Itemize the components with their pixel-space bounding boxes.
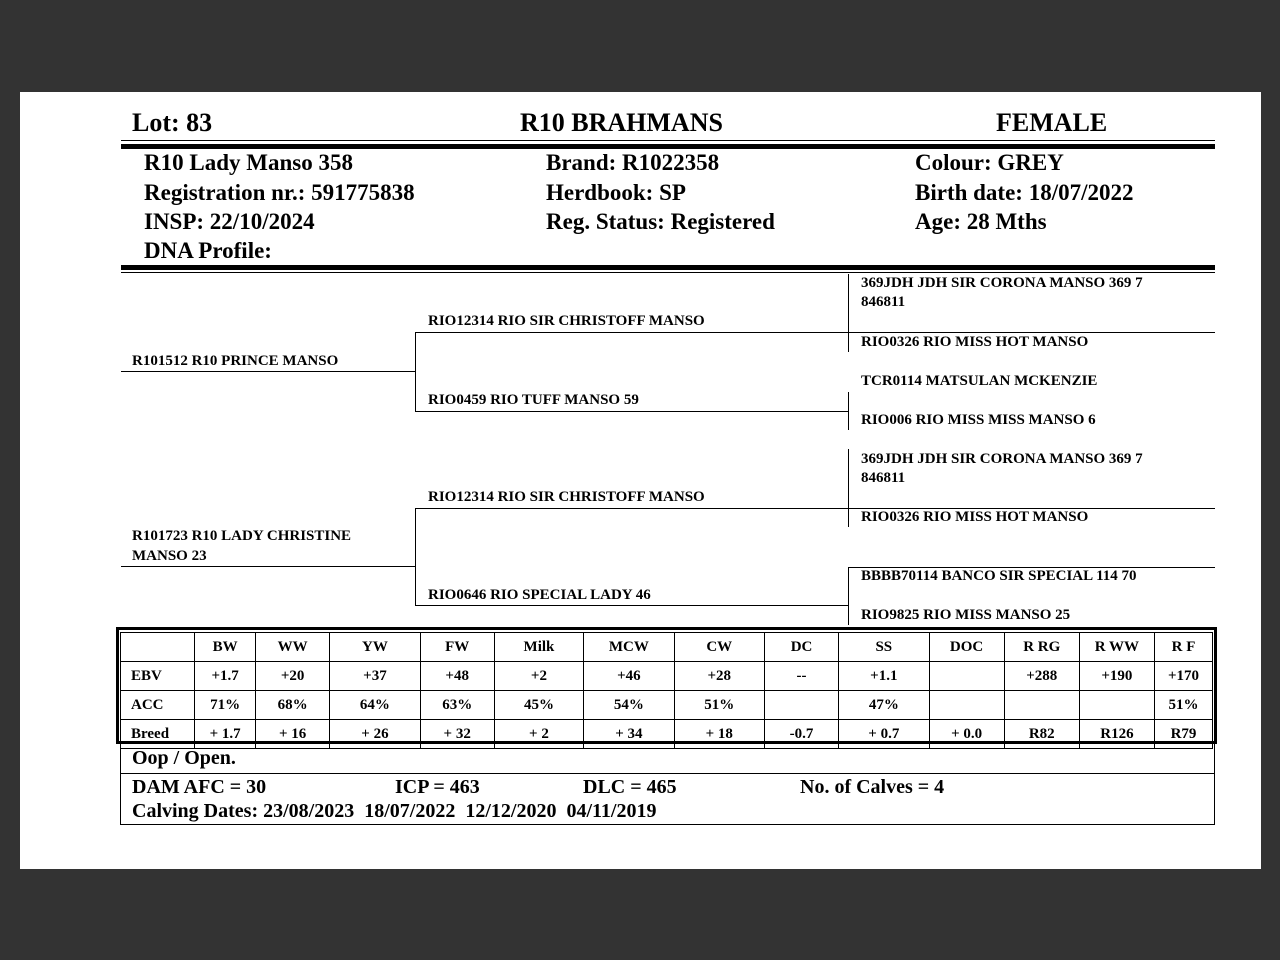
ebv-header-row [121,633,1213,662]
acc-cell: 63% [420,691,494,720]
breed-cell: R79 [1154,720,1212,749]
acc-cell [764,691,838,720]
sss-line [848,332,1215,333]
sire-dam: RIO0459 RIO TUFF MANSO 59 [428,392,639,408]
ebv-cell: +288 [1004,662,1079,691]
dam-line [121,566,416,567]
ebv-header-cell: Milk [494,633,583,662]
acc-cell: 51% [674,691,764,720]
ebv-header-cell: SS [839,633,929,662]
dlc: DLC = 465 [583,776,677,798]
ebv-cell [929,662,1004,691]
acc-row [121,691,1213,720]
ebv-header-cell: R WW [1079,633,1154,662]
ebv-cell: +28 [674,662,764,691]
ebv-header-cell: YW [330,633,420,662]
icp: ICP = 463 [395,776,480,798]
acc-cell: 71% [195,691,256,720]
ebv-row [121,662,1213,691]
ebv-cell: +2 [494,662,583,691]
header-divider-thick [121,144,1215,149]
sdd-name: RIO006 RIO MISS MISS MANSO 6 [861,412,1096,428]
breed-cell: + 0.0 [929,720,1004,749]
dam-bracket [415,508,416,606]
ss-bracket [848,274,849,352]
ds-bracket [848,449,849,527]
sex-label: FEMALE [996,108,1108,137]
ebv-cell: +48 [420,662,494,691]
sire-bracket [415,332,416,412]
info-divider-thick [121,265,1215,270]
ebv-header-cell: CW [674,633,764,662]
breed-cell: + 18 [674,720,764,749]
lot-card [20,92,1261,869]
acc-cell: 54% [584,691,674,720]
ebv-cell: +20 [256,662,330,691]
dd-line [415,605,849,606]
registration-status: Reg. Status: Registered [546,209,775,234]
ebv-header-cell: WW [256,633,330,662]
acc-cell: 68% [256,691,330,720]
breed-cell: + 34 [584,720,674,749]
dsd-name: RIO0326 RIO MISS HOT MANSO [861,509,1089,525]
acc-cell [929,691,1004,720]
sd-line [415,411,849,412]
age: Age: 28 Mths [915,209,1047,234]
acc-cell: 51% [1154,691,1212,720]
ssd-name: RIO0326 RIO MISS HOT MANSO [861,334,1089,350]
ebv-header-cell: DC [764,633,838,662]
sire-line [121,371,416,372]
ebv-header-cell [121,633,195,662]
ebv-cell: +190 [1079,662,1154,691]
dam-dam: RIO0646 RIO SPECIAL LADY 46 [428,587,651,603]
sss-name-line1: 369JDH JDH SIR CORONA MANSO 369 7 [861,275,1143,291]
sss-name-line2: 846811 [861,294,906,310]
pregnancy-status: Oop / Open. [132,747,236,769]
birth-date: Birth date: 18/07/2022 [915,180,1134,205]
breed-cell: + 32 [420,720,494,749]
dd-bracket [848,567,849,625]
ebv-cell: +1.7 [195,662,256,691]
breed-cell: R126 [1079,720,1154,749]
inspection-date: INSP: 22/10/2024 [144,209,315,234]
breeder-name: R10 BRAHMANS [520,108,723,137]
acc-cell [1004,691,1079,720]
dam-name-line2: MANSO 23 [132,548,207,564]
header-divider-thin [121,140,1215,141]
sds-name: TCR0114 MATSULAN MCKENZIE [861,373,1098,389]
animal-name: R10 Lady Manso 358 [144,150,353,175]
breed-cell: + 0.7 [839,720,929,749]
breed-cell: R82 [1004,720,1079,749]
ds-line [415,508,849,509]
ebv-cell: +46 [584,662,674,691]
dds-name: BBBB70114 BANCO SIR SPECIAL 114 70 [861,568,1137,584]
dam-afc: DAM AFC = 30 [132,776,267,798]
breed-row-label: Breed [121,720,195,749]
info-divider-thin [121,272,1215,273]
ebv-header-cell: BW [195,633,256,662]
herdbook: Herdbook: SP [546,180,686,205]
breed-cell: -0.7 [764,720,838,749]
ebv-header-cell: R RG [1004,633,1079,662]
breed-cell: + 2 [494,720,583,749]
ebv-cell: +1.1 [839,662,929,691]
acc-row-label: ACC [121,691,195,720]
ebv-header-cell: FW [420,633,494,662]
ebv-header-cell: DOC [929,633,1004,662]
sire-sire: RIO12314 RIO SIR CHRISTOFF MANSO [428,313,705,329]
dam-sire: RIO12314 RIO SIR CHRISTOFF MANSO [428,489,705,505]
ebv-cell: +37 [330,662,420,691]
acc-cell [1079,691,1154,720]
sd-bracket [848,392,849,430]
breed-cell: + 16 [256,720,330,749]
ss-line [415,332,849,333]
dss-name-line1: 369JDH JDH SIR CORONA MANSO 369 7 [861,451,1143,467]
acc-cell: 45% [494,691,583,720]
breed-cell: + 1.7 [195,720,256,749]
dna-profile: DNA Profile: [144,238,272,263]
breed-cell: + 26 [330,720,420,749]
dss-name-line2: 846811 [861,470,906,486]
ebv-header-cell: R F [1154,633,1212,662]
ebv-cell: -- [764,662,838,691]
acc-cell: 47% [839,691,929,720]
ebv-table [120,632,1213,749]
ebv-cell: +170 [1154,662,1212,691]
acc-cell: 64% [330,691,420,720]
ebv-header-cell: MCW [584,633,674,662]
dam-name-line1: R101723 R10 LADY CHRISTINE [132,528,352,544]
lot-number: Lot: 83 [132,108,213,137]
calving-dates: Calving Dates: 23/08/2023 18/07/2022 12/12/2020 04/11/2019 [132,800,657,822]
brand: Brand: R1022358 [546,150,720,175]
ebv-row-label: EBV [121,662,195,691]
number-of-calves: No. of Calves = 4 [800,776,945,798]
sire-name: R101512 R10 PRINCE MANSO [132,353,339,369]
ddd-name: RIO9825 RIO MISS MANSO 25 [861,607,1071,623]
status-box [120,744,1215,774]
registration-number: Registration nr.: 591775838 [144,180,415,205]
colour: Colour: GREY [915,150,1064,175]
